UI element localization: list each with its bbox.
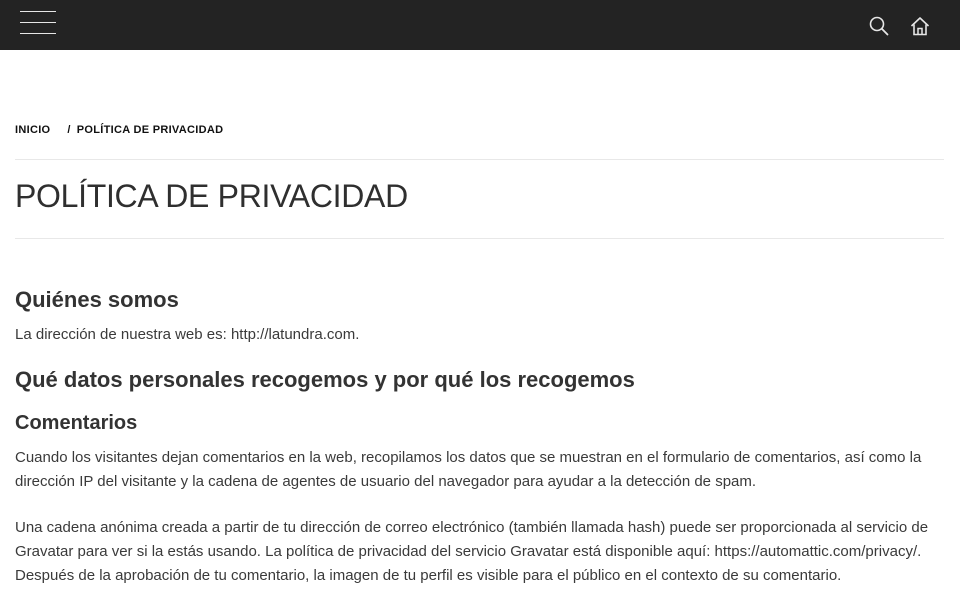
home-icon-graphic <box>909 15 931 37</box>
subsection-heading-comments: Comentarios <box>15 412 138 434</box>
breadcrumb <box>15 124 223 136</box>
comments-paragraph: Cuando los visitantes dejan comentarios en la web, recopilamos los datos que se muestran en el formulario de comentarios, así como la dirección IP del visitante y la cadena de agentes de usuario del navegador para ayudar a la detección de spam. <box>15 449 922 490</box>
search-icon-graphic <box>868 15 890 37</box>
gravatar-paragraph: Una cadena anónima creada a partir de tu dirección de correo electrónico (también llamada hash) puede ser proporcionada al servicio de Gravatar para ver si la estás usando. La política de privacidad del servicio Gravatar está disponible aquí: https://automattic.com/privacy/. Después de la aprobación de tu comentario, la imagen de tu perfil es visible para el público en el contexto de su comentario. <box>15 519 929 584</box>
page-title: POLÍTICA DE PRIVACIDAD <box>15 178 408 214</box>
divider <box>15 159 944 160</box>
top-bar <box>0 0 960 50</box>
breadcrumb-separator: / <box>67 124 71 136</box>
menu-bar-line <box>20 22 56 23</box>
section-heading-who: Quiénes somos <box>15 287 179 312</box>
section-heading-personal-data: Qué datos personales recogemos y por qué los recogemos <box>15 367 635 392</box>
home-icon[interactable] <box>909 15 931 37</box>
breadcrumb-current: POLÍTICA DE PRIVACIDAD <box>76 124 224 136</box>
divider <box>15 238 944 239</box>
menu-bar-line <box>20 33 56 34</box>
breadcrumb-home-link[interactable]: INICIO <box>15 124 51 136</box>
website-address-text: La dirección de nuestra web es: http://latundra.com. <box>15 326 360 343</box>
search-icon[interactable] <box>868 15 890 37</box>
menu-bar-line <box>20 11 56 12</box>
hamburger-icon[interactable] <box>20 11 56 34</box>
